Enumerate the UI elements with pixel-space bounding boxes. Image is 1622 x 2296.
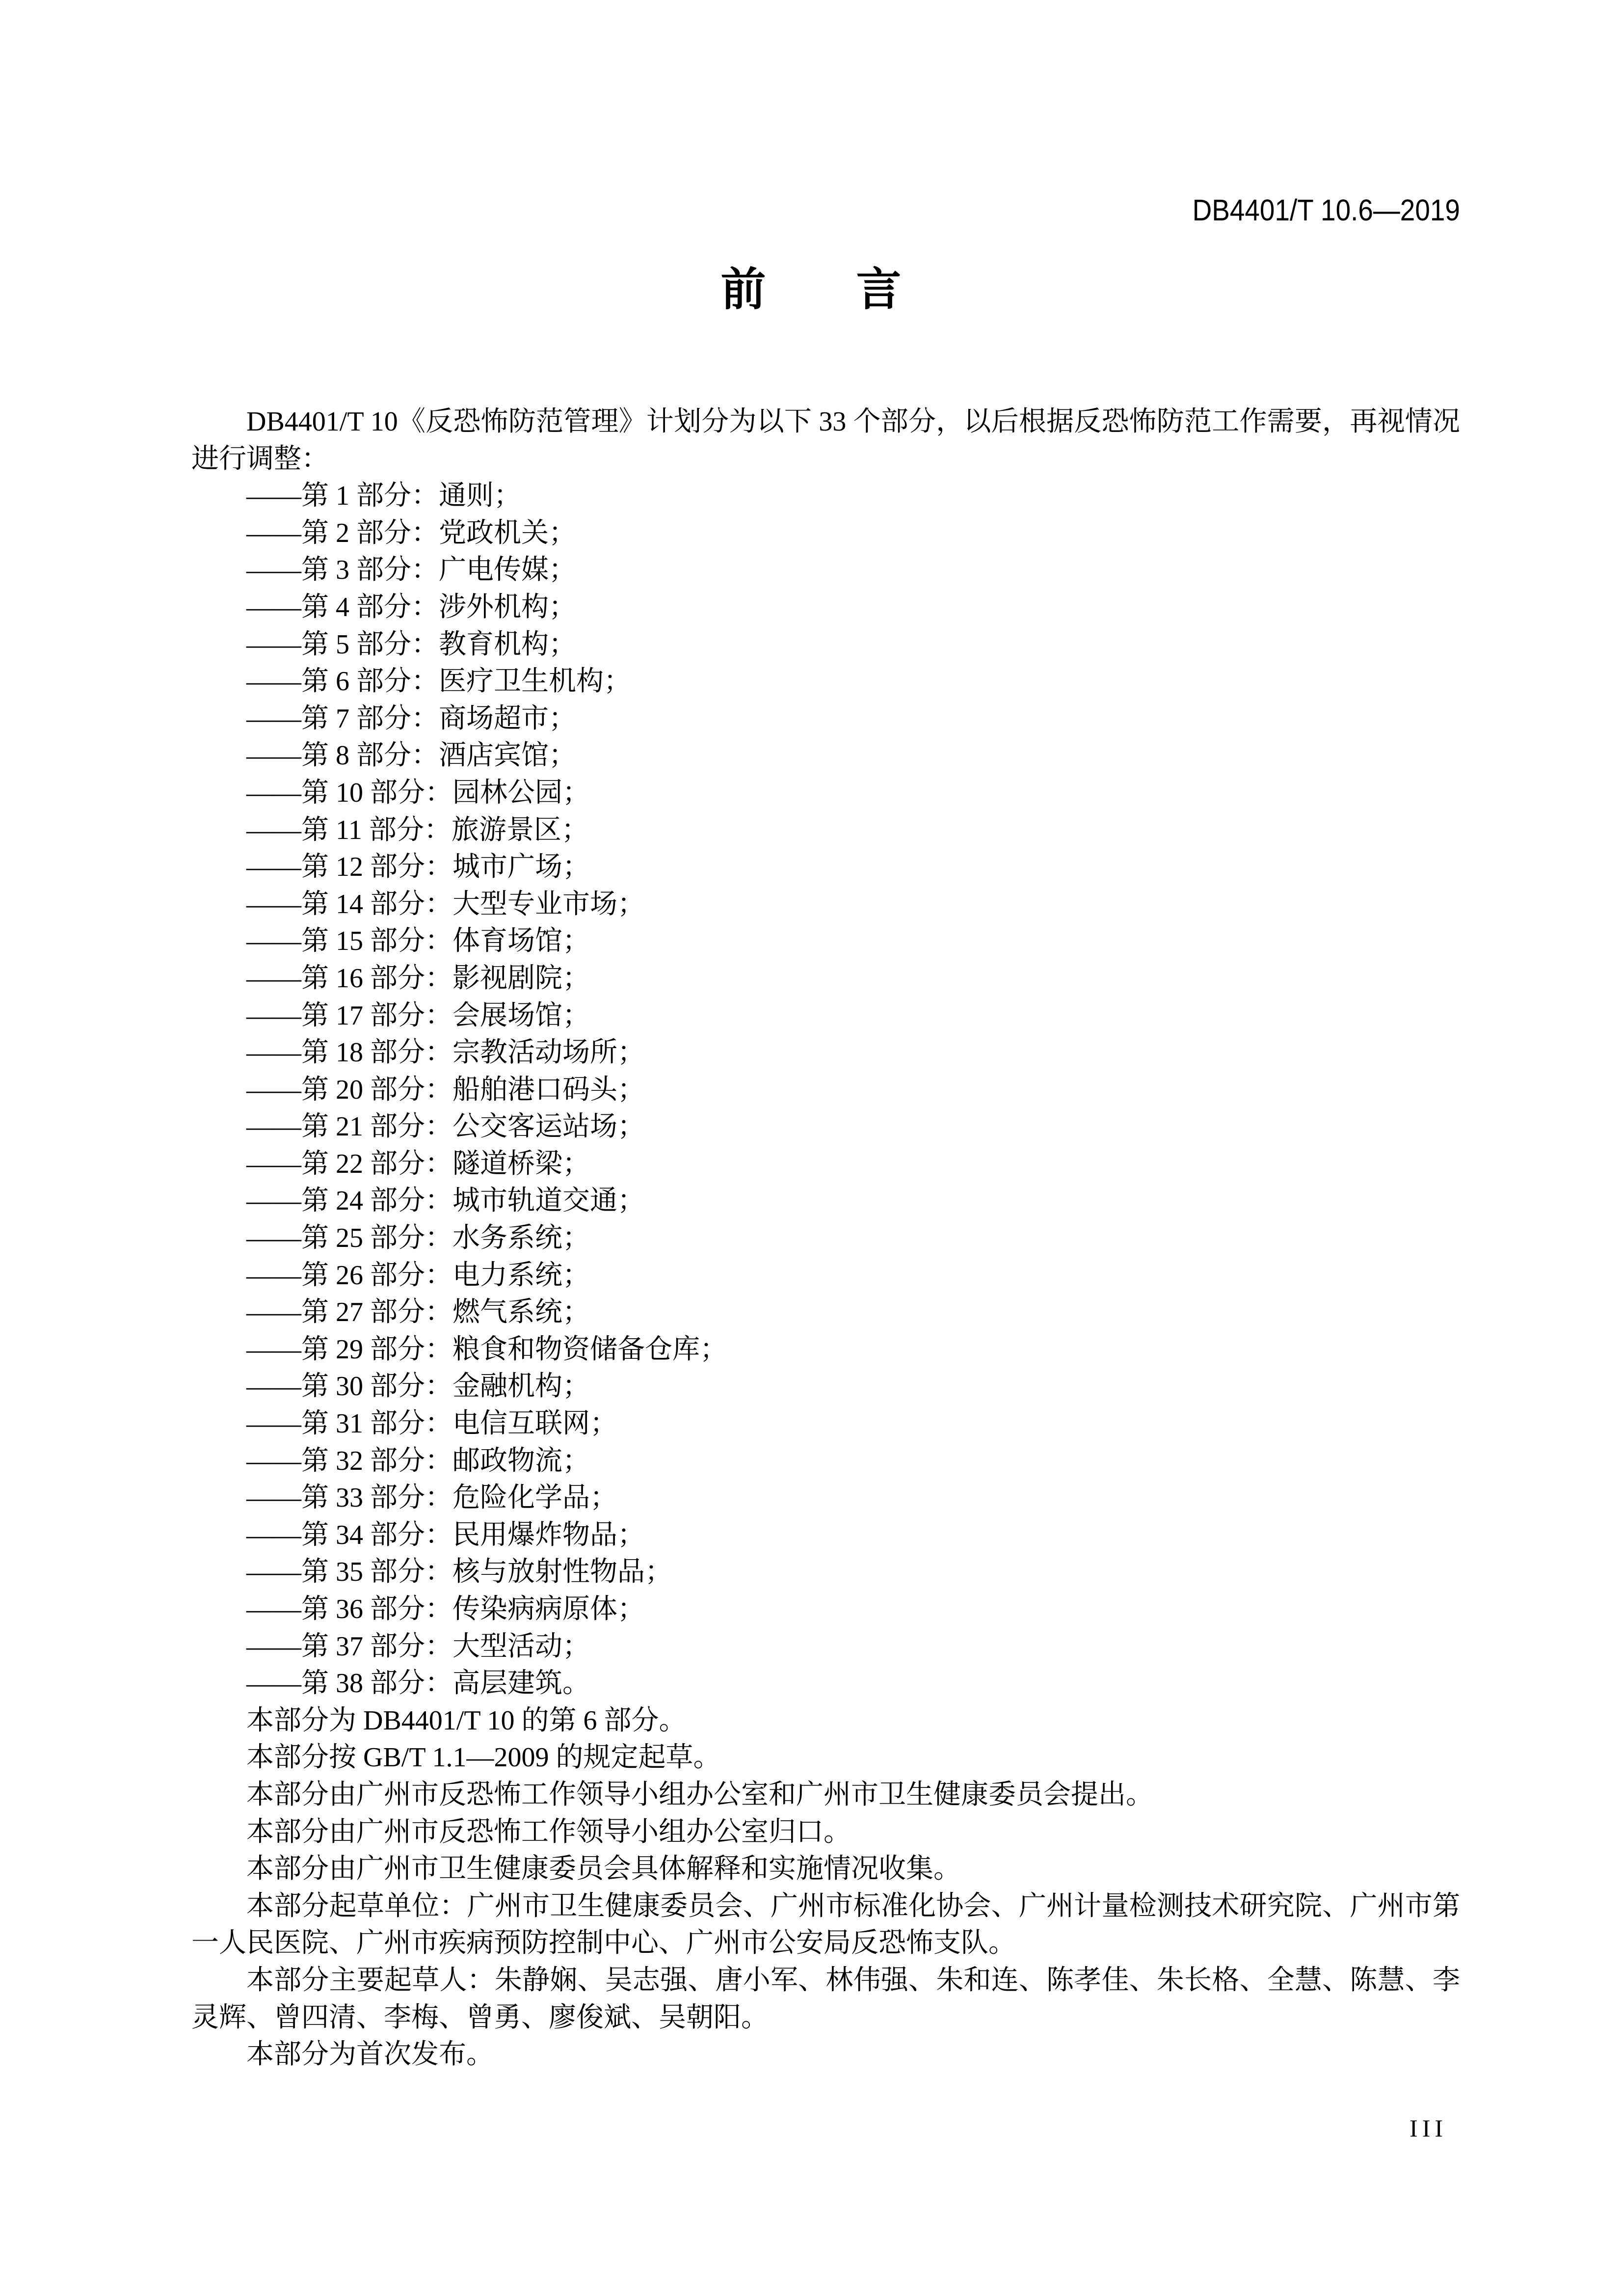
foreword-page-title: 前 言 <box>720 265 902 315</box>
closing-paragraph: 本部分主要起草人：朱静娴、吴志强、唐小军、林伟强、朱和连、陈孝佳、朱长格、全慧、陈慧、李灵辉、曾四清、李梅、曾勇、廖俊斌、吴朝阳。 <box>191 1965 1460 2033</box>
part-list-item: ——第 24 部分：城市轨道交通； <box>246 1186 645 1216</box>
part-list-item: ——第 5 部分：教育机构； <box>246 629 576 660</box>
part-list-item: ——第 2 部分：党政机关； <box>246 517 576 548</box>
document-code-header: DB4401/T 10.6—2019 <box>1192 193 1460 227</box>
part-list-item: ——第 1 部分：通则； <box>246 481 521 512</box>
part-list-item: ——第 15 部分：体育场馆； <box>246 926 590 957</box>
closing-paragraphs <box>191 1702 1460 2074</box>
part-list-item: ——第 11 部分：旅游景区； <box>246 814 589 845</box>
part-list-item: ——第 33 部分：危险化学品； <box>246 1483 617 1513</box>
part-list-item: ——第 21 部分：公交客运站场； <box>246 1111 645 1142</box>
part-list-item: ——第 35 部分：核与放射性物品； <box>246 1557 672 1588</box>
part-list-item: ——第 20 部分：船舶港口码头； <box>246 1074 645 1105</box>
part-list-item: ——第 26 部分：电力系统； <box>246 1260 590 1291</box>
part-list-item: ——第 7 部分：商场超市； <box>246 703 576 734</box>
part-list-item: ——第 3 部分：广电传媒； <box>246 555 576 586</box>
part-list-item: ——第 25 部分：水务系统； <box>246 1223 590 1254</box>
part-list-item: ——第 32 部分：邮政物流； <box>246 1445 590 1476</box>
part-list-item: ——第 18 部分：宗教活动场所； <box>246 1037 645 1068</box>
part-list-item: ——第 38 部分：高层建筑。 <box>246 1668 590 1699</box>
part-list-item: ——第 6 部分：医疗卫生机构； <box>246 666 631 697</box>
closing-paragraph: 本部分起草单位：广州市卫生健康委员会、广州市标准化协会、广州计量检测技术研究院、广州市第一人民医院、广州市疾病预防控制中心、广州市公安局反恐怖支队。 <box>191 1891 1460 1959</box>
part-list-item: ——第 17 部分：会展场馆； <box>246 1000 590 1031</box>
closing-paragraph: 本部分由广州市反恐怖工作领导小组办公室和广州市卫生健康委员会提出。 <box>246 1779 1153 1810</box>
closing-paragraph: 本部分由广州市卫生健康委员会具体解释和实施情况收集。 <box>246 1854 961 1885</box>
part-list-item: ——第 4 部分：涉外机构； <box>246 592 576 622</box>
part-list-item: ——第 36 部分：传染病病原体； <box>246 1594 645 1624</box>
closing-paragraph: 本部分为首次发布。 <box>246 2039 494 2070</box>
closing-paragraph: 本部分按 GB/T 1.1—2009 的规定起草。 <box>246 1742 721 1773</box>
part-list-item: ——第 10 部分：园林公园； <box>246 777 590 808</box>
part-list-item: ——第 31 部分：电信互联网； <box>246 1408 617 1439</box>
part-list-item: ——第 22 部分：隧道桥梁； <box>246 1148 590 1179</box>
part-list-item: ——第 14 部分：大型专业市场； <box>246 889 645 919</box>
closing-paragraph: 本部分由广州市反恐怖工作领导小组办公室归口。 <box>246 1816 851 1847</box>
closing-paragraph: 本部分为 DB4401/T 10 的第 6 部分。 <box>246 1705 687 1736</box>
part-list-item: ——第 8 部分：酒店宾馆； <box>246 740 576 771</box>
part-list-item: ——第 27 部分：燃气系统； <box>246 1297 590 1328</box>
foreword-content <box>191 404 1460 2074</box>
part-list-item: ——第 12 部分：城市广场； <box>246 852 590 883</box>
part-list-item: ——第 16 部分：影视剧院； <box>246 963 590 994</box>
part-list-item: ——第 30 部分：金融机构； <box>246 1371 590 1402</box>
part-list-item: ——第 34 部分：民用爆炸物品； <box>246 1519 645 1550</box>
part-list-item: ——第 37 部分：大型活动； <box>246 1631 590 1662</box>
page-number: III <box>1409 2114 1447 2142</box>
intro-paragraph: DB4401/T 10《反恐怖防范管理》计划分为以下 33 个部分，以后根据反恐怖防范工作需要，再视情况进行调整： <box>191 406 1460 474</box>
part-list-item: ——第 29 部分：粮食和物资储备仓库； <box>246 1334 727 1365</box>
parts-list <box>191 478 1460 1702</box>
